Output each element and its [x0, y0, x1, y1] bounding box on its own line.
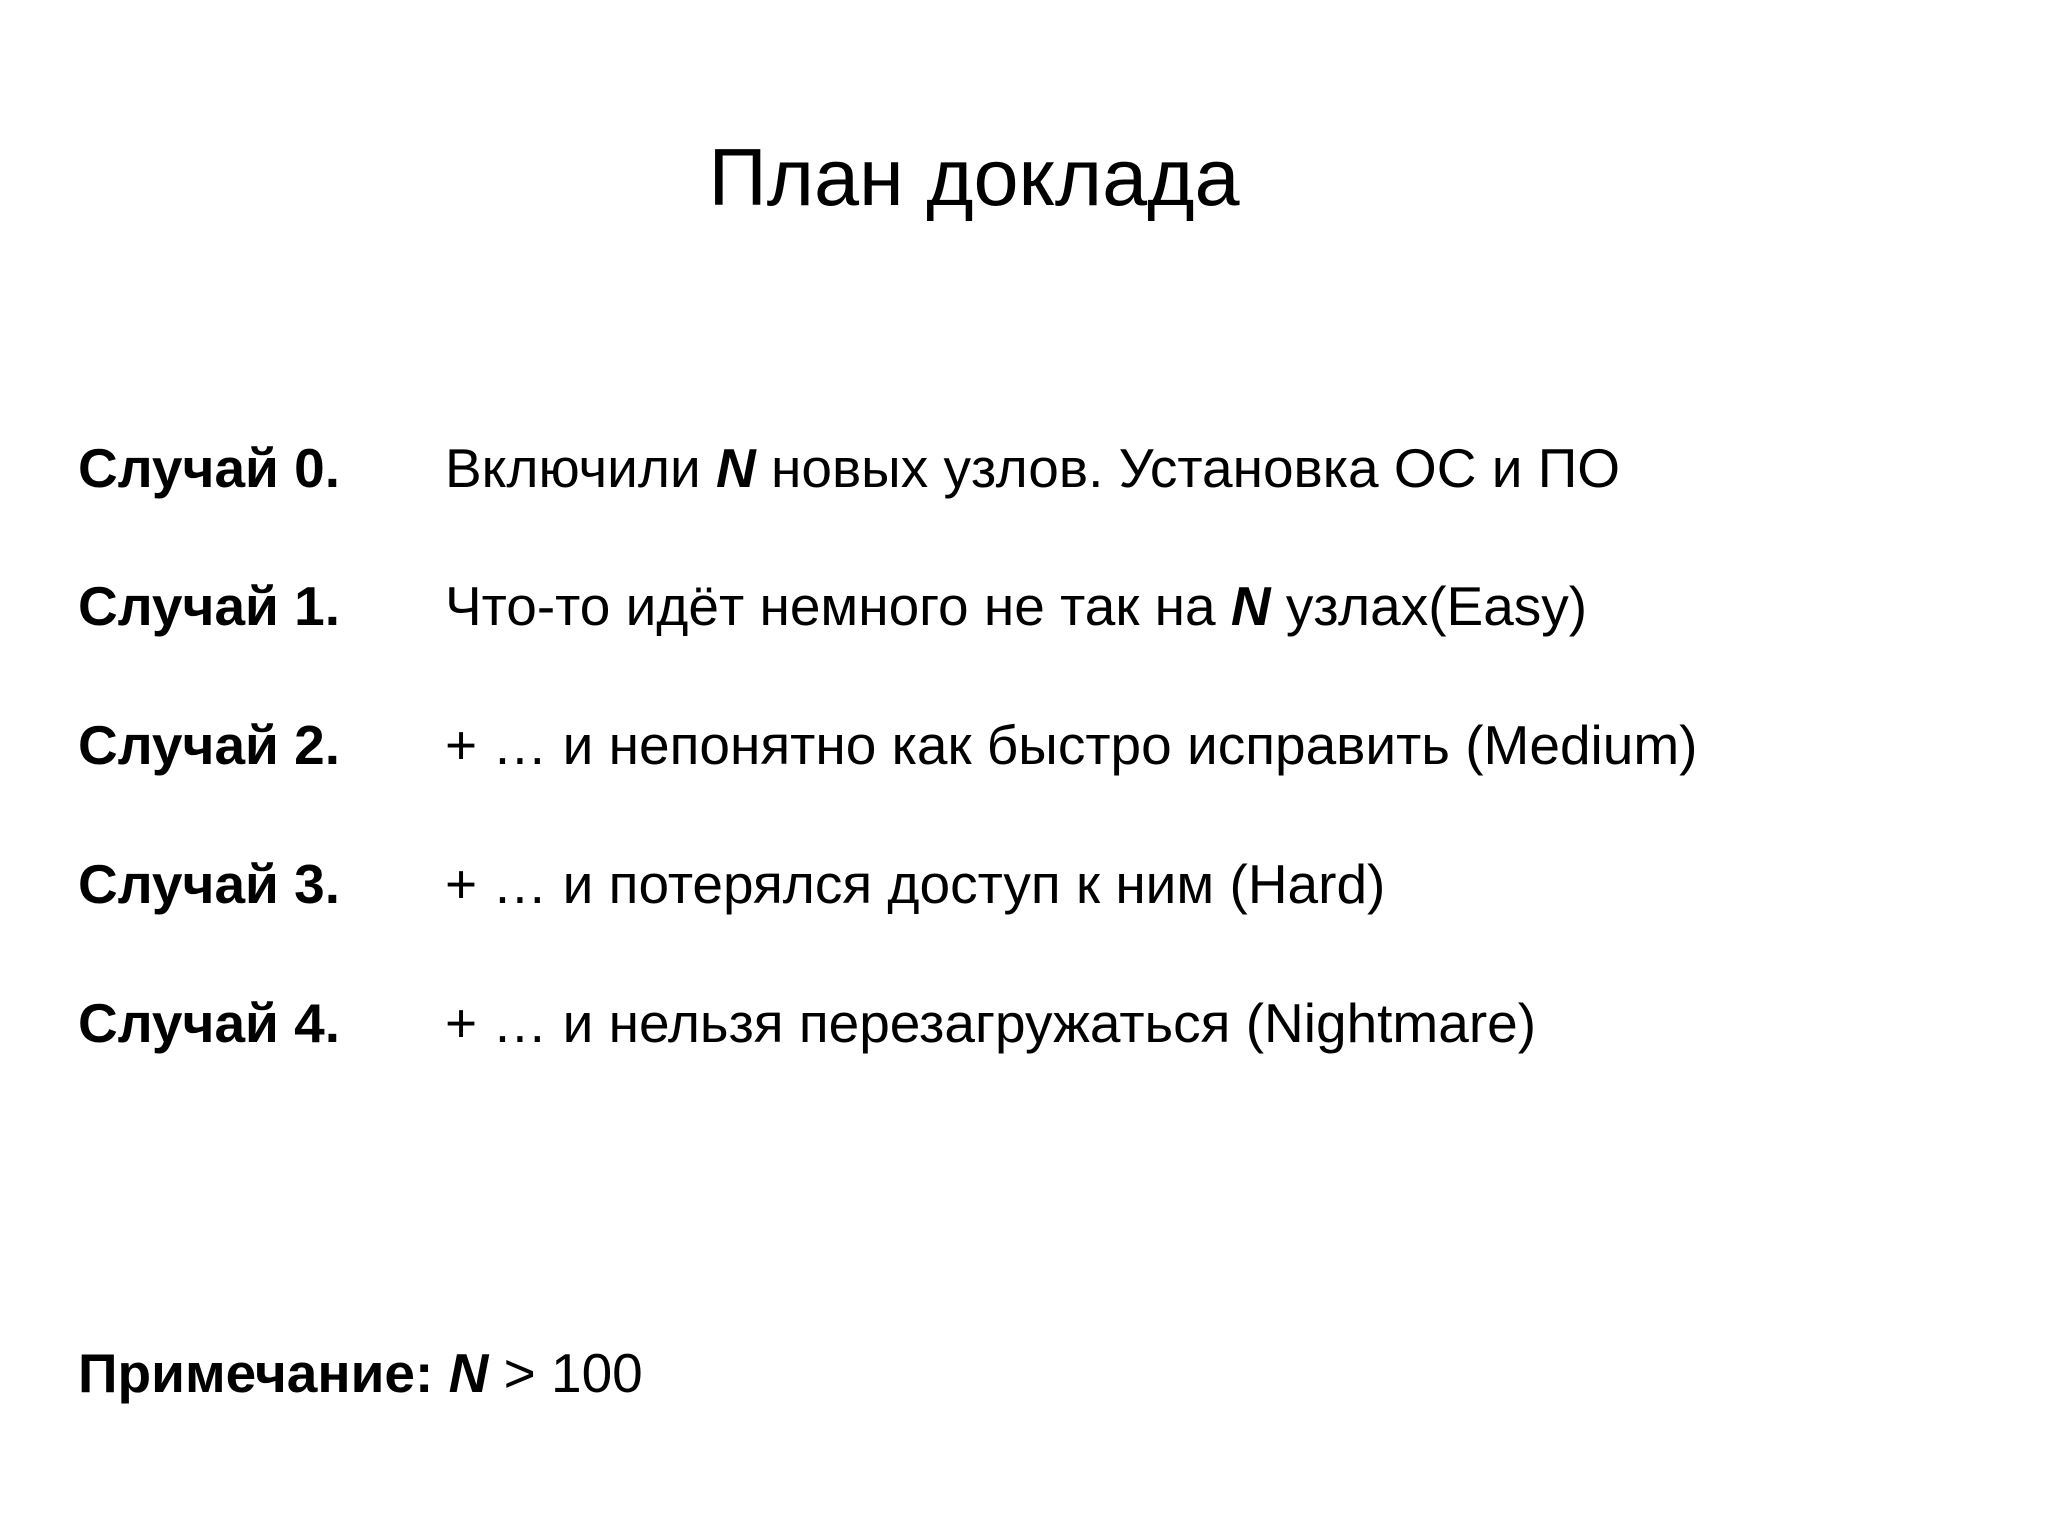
- variable-n: N: [1230, 575, 1271, 637]
- case-text-before: Включили: [445, 437, 716, 499]
- case-label: Случай 3.: [78, 853, 341, 915]
- case-text: [445, 707, 1698, 783]
- note-condition: > 100: [503, 1342, 643, 1404]
- case-label: Случай 2.: [78, 714, 341, 776]
- footnote: [78, 1335, 643, 1411]
- case-text: [445, 430, 1620, 506]
- case-label: Случай 0.: [78, 437, 341, 499]
- case-text: [445, 985, 1536, 1061]
- case-text-before: + … и потерялся доступ к ним (Hard): [445, 853, 1386, 915]
- case-label: Случай 4.: [78, 992, 341, 1054]
- note-label: Примечание:: [78, 1342, 434, 1404]
- case-text-before: + … и непонятно как быстро исправить (Medium): [445, 714, 1698, 776]
- case-label: Случай 1.: [78, 575, 341, 637]
- variable-n: N: [715, 437, 756, 499]
- variable-n: N: [448, 1342, 489, 1404]
- slide-title: План доклада: [708, 133, 1240, 223]
- case-text: [445, 846, 1385, 922]
- case-text-before: Что-то идёт немного не так на: [445, 575, 1231, 637]
- case-text-before: + … и нельзя перезагружаться (Nightmare): [445, 992, 1537, 1054]
- case-text-after: новых узлов. Установка ОС и ПО: [755, 437, 1621, 499]
- case-text: [445, 568, 1587, 644]
- case-text-after: узлах(Easy): [1270, 575, 1588, 637]
